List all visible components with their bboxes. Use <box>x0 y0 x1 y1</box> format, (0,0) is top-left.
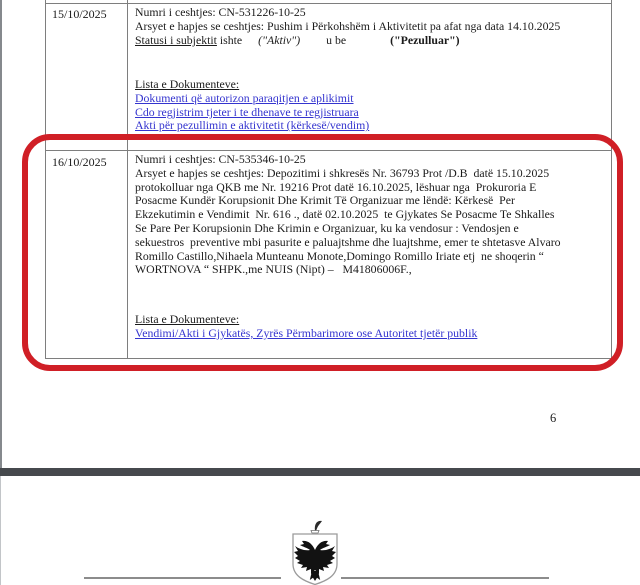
document-link[interactable]: Cdo regjistrim tjeter i te dhenave te regjistruara <box>135 104 359 119</box>
page-number: 6 <box>550 411 557 425</box>
case-row-details <box>135 153 561 277</box>
document-link[interactable]: Akti për pezullimin e aktivitetit (kërkesë/vendim) <box>135 118 370 133</box>
case-number: Numri i ceshtjes: CN-531226-10-25 <box>135 5 306 19</box>
table-top-border <box>46 3 611 4</box>
case-reason-line: protokolluar nga QKB me Nr. 19216 Prot datë 16.10.2025, lëshuar nga Prokuroria E <box>135 179 537 194</box>
status-verb-ishte: ishte <box>216 32 243 47</box>
case-reason-line: WORTNOVA “ SHPK.,me NUIS (Nipt) – M41806006F., <box>135 262 412 277</box>
case-table <box>45 0 612 359</box>
document-link[interactable]: Vendimi/Akti i Gjykatës, Zyrës Përmbarimore ose Autoritet tjetër publik <box>135 325 478 340</box>
page-separator-bar <box>0 468 640 476</box>
status-label: Statusi i subjektit <box>135 32 217 47</box>
case-reason-line: Romillo Castillo,Nihaela Munteanu Monote,Domingo Romillo Iriate etj ne shoqerin “ <box>135 248 544 263</box>
case-reason-line: sekuestros preventive mbi pasurite e paluajtshme dhe luajtshme, emer te shtetasve Alvaro <box>135 234 561 249</box>
case-date: 15/10/2025 <box>52 7 107 21</box>
next-page-left-edge <box>0 476 1 585</box>
coat-of-arms-icon <box>290 519 340 585</box>
table-column-divider <box>127 0 128 358</box>
status-line <box>135 34 560 48</box>
documents-header: Lista e Dokumenteve: <box>135 77 240 91</box>
page-left-edge <box>0 0 2 468</box>
case-date: 16/10/2025 <box>52 155 107 169</box>
documents-header: Lista e Dokumenteve: <box>135 312 240 326</box>
case-reason-line: Ekzekutimin e Vendimit Nr. 616 ., datë 02.10.2025 te Gjykates Se Posacme Te Shkalles <box>135 207 555 222</box>
case-reason-line: Posacme Kundër Korupsionit Dhe Krimit Të Organizuar me lëndë: Kërkesë Per <box>135 193 515 208</box>
table-row-divider <box>46 150 611 151</box>
documents-list <box>135 78 369 133</box>
status-verb-ube: u be <box>326 32 347 47</box>
case-reason: Arsyet e hapjes se ceshtjes: Pushim i Përkohshëm i Aktivitetit pa afat nga data 14.10.2025 <box>135 18 561 33</box>
status-new-value: ("Pezulluar") <box>390 32 460 47</box>
case-row-details <box>135 6 560 47</box>
header-rule-right <box>341 577 549 579</box>
case-number: Numri i ceshtjes: CN-535346-10-25 <box>135 152 306 166</box>
documents-list <box>135 313 477 341</box>
header-rule-left <box>84 577 281 579</box>
case-reason-line: Se Pare Per Korupsionin Dhe Krimin e Organizuar, ku ka vendosur : Vendosjen e <box>135 220 519 235</box>
document-link[interactable]: Dokumenti që autorizon paraqitjen e aplikimit <box>135 90 354 105</box>
case-reason-line: Arsyet e hapjes se ceshtjes: Depozitimi i shkresës Nr. 36793 Prot /D.B datë 15.10.2025 <box>135 165 550 180</box>
status-old-value: ("Aktiv") <box>258 32 301 47</box>
